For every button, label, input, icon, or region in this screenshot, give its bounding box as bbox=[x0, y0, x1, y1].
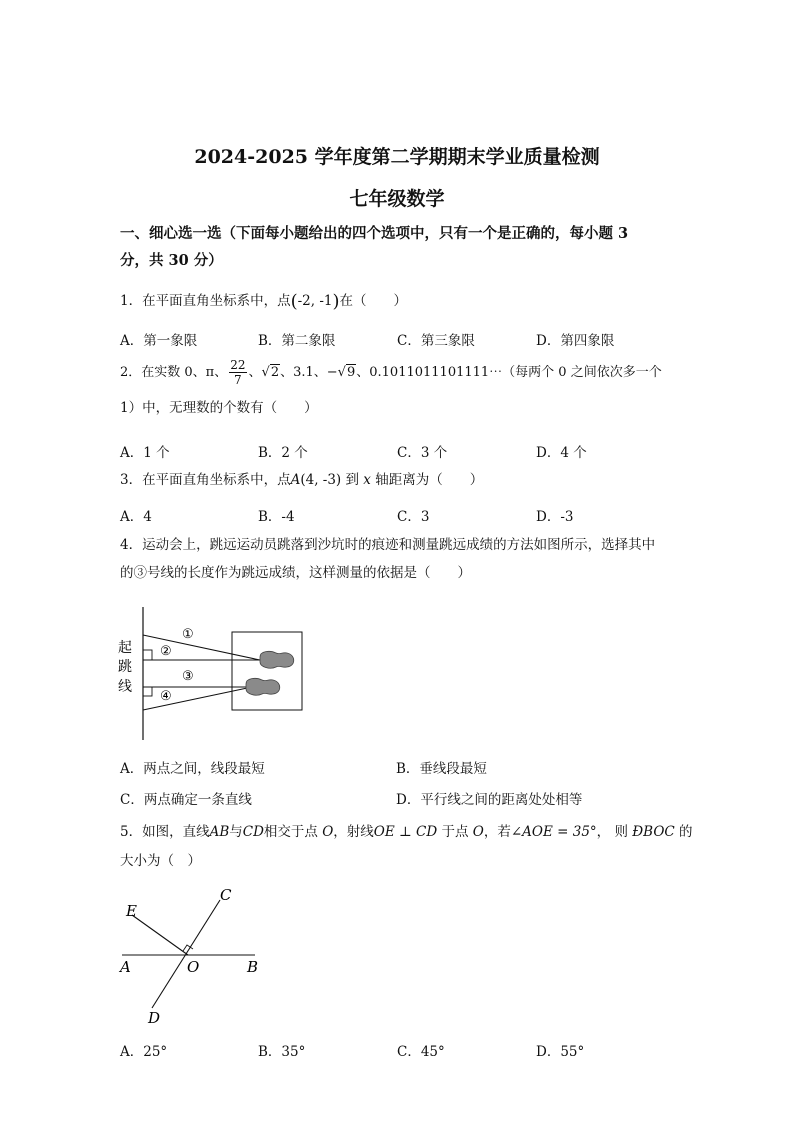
q1-point: -2, -1 bbox=[297, 293, 333, 309]
line-label-2: ② bbox=[160, 644, 172, 659]
q5-line2: 大小为（ ） bbox=[120, 853, 201, 869]
start-line-char-3: 线 bbox=[118, 679, 132, 695]
q2-line2: 1）中，无理数的个数有（ ） bbox=[120, 400, 318, 416]
start-line-char-2: 跳 bbox=[118, 659, 132, 675]
q2-option-d[interactable]: D．4 个 bbox=[536, 445, 587, 461]
page-title: 2024-2025 学年度第二学期期末学业质量检测 bbox=[194, 146, 600, 168]
q2-sqrt2: 2 bbox=[270, 365, 280, 380]
q4-figure bbox=[110, 600, 310, 745]
q4-line2: 的③号线的长度作为跳远成绩，这样测量的依据是（ ） bbox=[120, 565, 471, 581]
q5-option-b[interactable]: B．35° bbox=[258, 1044, 306, 1060]
label-A: A bbox=[120, 958, 131, 976]
q2-prefix: 2．在实数 0、π、 bbox=[120, 365, 228, 380]
q1-option-b[interactable]: B．第二象限 bbox=[258, 333, 336, 349]
q3-option-a[interactable]: A．4 bbox=[120, 509, 152, 525]
q1-prefix: 1．在平面直角坐标系中，点 bbox=[120, 293, 291, 309]
q1-option-a[interactable]: A．第一象限 bbox=[120, 333, 198, 349]
q5-figure bbox=[110, 880, 280, 1030]
q3-option-b[interactable]: B．-4 bbox=[258, 509, 295, 525]
q1-paren-open: ( bbox=[290, 291, 298, 312]
q4-option-a[interactable]: A．两点之间，线段最短 bbox=[120, 761, 265, 777]
q2-option-b[interactable]: B．2 个 bbox=[258, 445, 308, 461]
question-1 bbox=[120, 291, 407, 312]
q2-option-c[interactable]: C．3 个 bbox=[397, 445, 448, 461]
question-3: 3．在平面直角坐标系中，点A(4, -3) 到 x 轴距离为（ ） bbox=[120, 472, 484, 488]
label-O: O bbox=[187, 958, 200, 976]
q3-option-c[interactable]: C．3 bbox=[397, 509, 430, 525]
section-heading bbox=[120, 220, 680, 274]
q2-sqrt9: 9 bbox=[346, 365, 356, 380]
q2-fraction: $\frac{22}{7}$ bbox=[230, 358, 246, 387]
q4-option-d[interactable]: D．平行线之间的距离处处相等 bbox=[396, 792, 583, 808]
page-subtitle: 七年级数学 bbox=[349, 188, 445, 210]
start-line-char-1: 起 bbox=[118, 640, 132, 656]
q1-option-c[interactable]: C．第三象限 bbox=[397, 333, 475, 349]
label-D: D bbox=[148, 1009, 161, 1027]
q1-suffix: 在（ ） bbox=[339, 293, 408, 309]
q2-tail: 、0.1011011101111⋯（每两个 0 之间依次多一个 bbox=[356, 365, 662, 380]
q4-line1: 4．运动会上，跳远运动员跳落到沙坑时的痕迹和测量跳远成绩的方法如图所示，选择其中 bbox=[120, 537, 656, 553]
q1-paren-close: ) bbox=[332, 291, 340, 312]
question-2: 2．在实数 0、π、 $\frac{22}{7}$ 、√2、3.1、−√9、0.1011011101111⋯（每两个 0 之间依次多一个 bbox=[120, 358, 662, 387]
line-label-1: ① bbox=[182, 627, 194, 642]
section-heading-line1: 一、细心选一选（下面每小题给出的四个选项中，只有一个是正确的，每小题 3 bbox=[120, 225, 629, 242]
q5-option-d[interactable]: D．55° bbox=[536, 1044, 585, 1060]
q2-option-a[interactable]: A．1 个 bbox=[120, 445, 170, 461]
label-C: C bbox=[220, 886, 232, 904]
q4-option-c[interactable]: C．两点确定一条直线 bbox=[120, 792, 252, 808]
q3-option-d[interactable]: D．-3 bbox=[536, 509, 574, 525]
question-5: 5．如图，直线AB与CD相交于点 O，射线OE ⊥ CD 于点 O，若∠AOE = 35°， 则 ÐBOC 的 bbox=[120, 824, 693, 840]
line-label-4: ④ bbox=[160, 689, 172, 704]
q5-option-c[interactable]: C．45° bbox=[397, 1044, 445, 1060]
q1-option-d[interactable]: D．第四象限 bbox=[536, 333, 615, 349]
section-heading-line2: 分，共 30 分） bbox=[120, 252, 223, 269]
line-label-3: ③ bbox=[182, 669, 194, 684]
q5-option-a[interactable]: A．25° bbox=[120, 1044, 168, 1060]
label-E: E bbox=[126, 902, 137, 920]
q4-option-b[interactable]: B．垂线段最短 bbox=[396, 761, 487, 777]
label-B: B bbox=[247, 958, 259, 976]
